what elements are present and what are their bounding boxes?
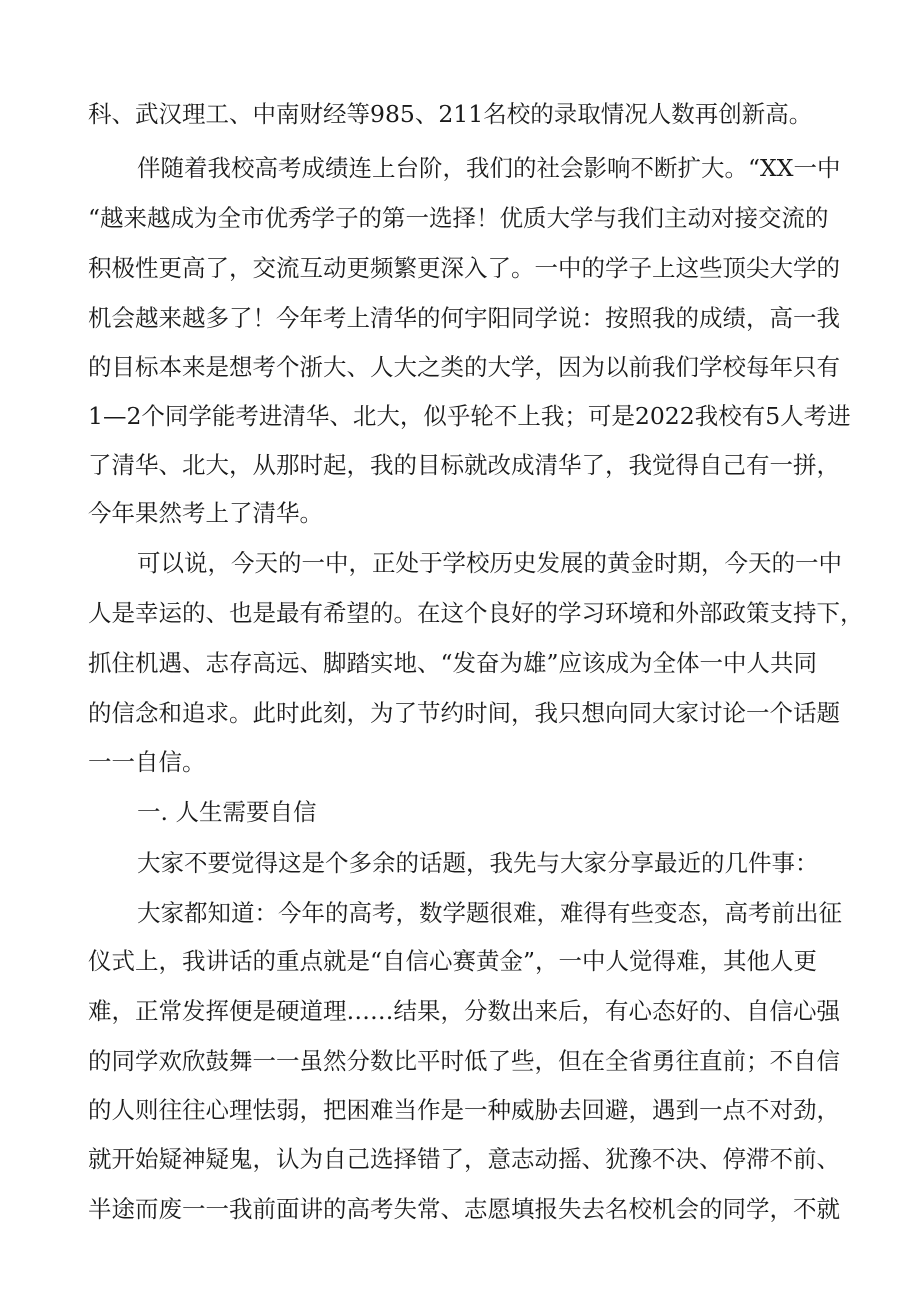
text-line: 的同学欢欣鼓舞一一虽然分数比平时低了些，但在全省勇往直前；不自信 — [88, 1047, 840, 1075]
text-line: 1—2个同学能考进清华、北大，似乎轮不上我；可是2022我校有5人考进 — [88, 402, 851, 430]
text-line: 难，正常发挥便是硬道理……结果，分数出来后，有心态好的、自信心强 — [88, 997, 840, 1025]
text-line: 就开始疑神疑鬼，认为自己选择错了，意志动摇、犹豫不决、停滞不前、 — [88, 1145, 840, 1173]
text-line: 的目标本来是想考个浙大、人大之类的大学，因为以前我们学校每年只有 — [88, 353, 840, 381]
text-line: 了清华、北大，从那时起，我的目标就改成清华了，我觉得自己有一拼， — [88, 451, 840, 479]
text-line: 人是幸运的、也是最有希望的。在这个良好的学习环境和外部政策支持下， — [88, 599, 864, 627]
text-line: 的信念和追求。此时此刻，为了节约时间，我只想向同大家讨论一个话题 — [88, 699, 840, 727]
text-line: “越来越成为全市优秀学子的第一选择！优质大学与我们主动对接交流的 — [88, 204, 829, 232]
text-line: 机会越来越多了！今年考上清华的何宇阳同学说：按照我的成绩，高一我 — [88, 304, 840, 332]
text-line: 仪式上，我讲话的重点就是“自信心赛黄金”，一中人觉得难，其他人更 — [88, 947, 818, 975]
paragraph-first-line: 大家都知道：今年的高考，数学题很难，难得有些变态，高考前出征 — [137, 899, 842, 927]
paragraph-first-line: 可以说，今天的一中，正处于学校历史发展的黄金时期，今天的一中 — [137, 549, 842, 577]
text-line: 的人则往往心理怯弱，把困难当作是一种威胁去回避，遇到一点不对劲， — [88, 1096, 840, 1124]
text-line: 科、武汉理工、中南财经等985、211名校的录取情况人数再创新高。 — [88, 100, 813, 128]
text-line: 抓住机遇、志存高远、脚踏实地、“发奋为雄”应该成为全体一中人共同 — [88, 649, 818, 677]
text-line: 一一自信。 — [88, 748, 206, 776]
section-heading: 一. 人生需要自信 — [137, 798, 317, 826]
text-line: 半途而废一一我前面讲的高考失常、志愿填报失去名校机会的同学，不就 — [88, 1195, 840, 1223]
paragraph-first-line: 伴随着我校高考成绩连上台阶，我们的社会影响不断扩大。“XX一中 — [137, 154, 841, 182]
text-line: 积极性更高了，交流互动更频繁更深入了。一中的学子上这些顶尖大学的 — [88, 254, 840, 282]
text-line: 今年果然考上了清华。 — [88, 499, 323, 527]
paragraph-first-line: 大家不要觉得这是个多余的话题，我先与大家分享最近的几件事： — [137, 849, 819, 877]
